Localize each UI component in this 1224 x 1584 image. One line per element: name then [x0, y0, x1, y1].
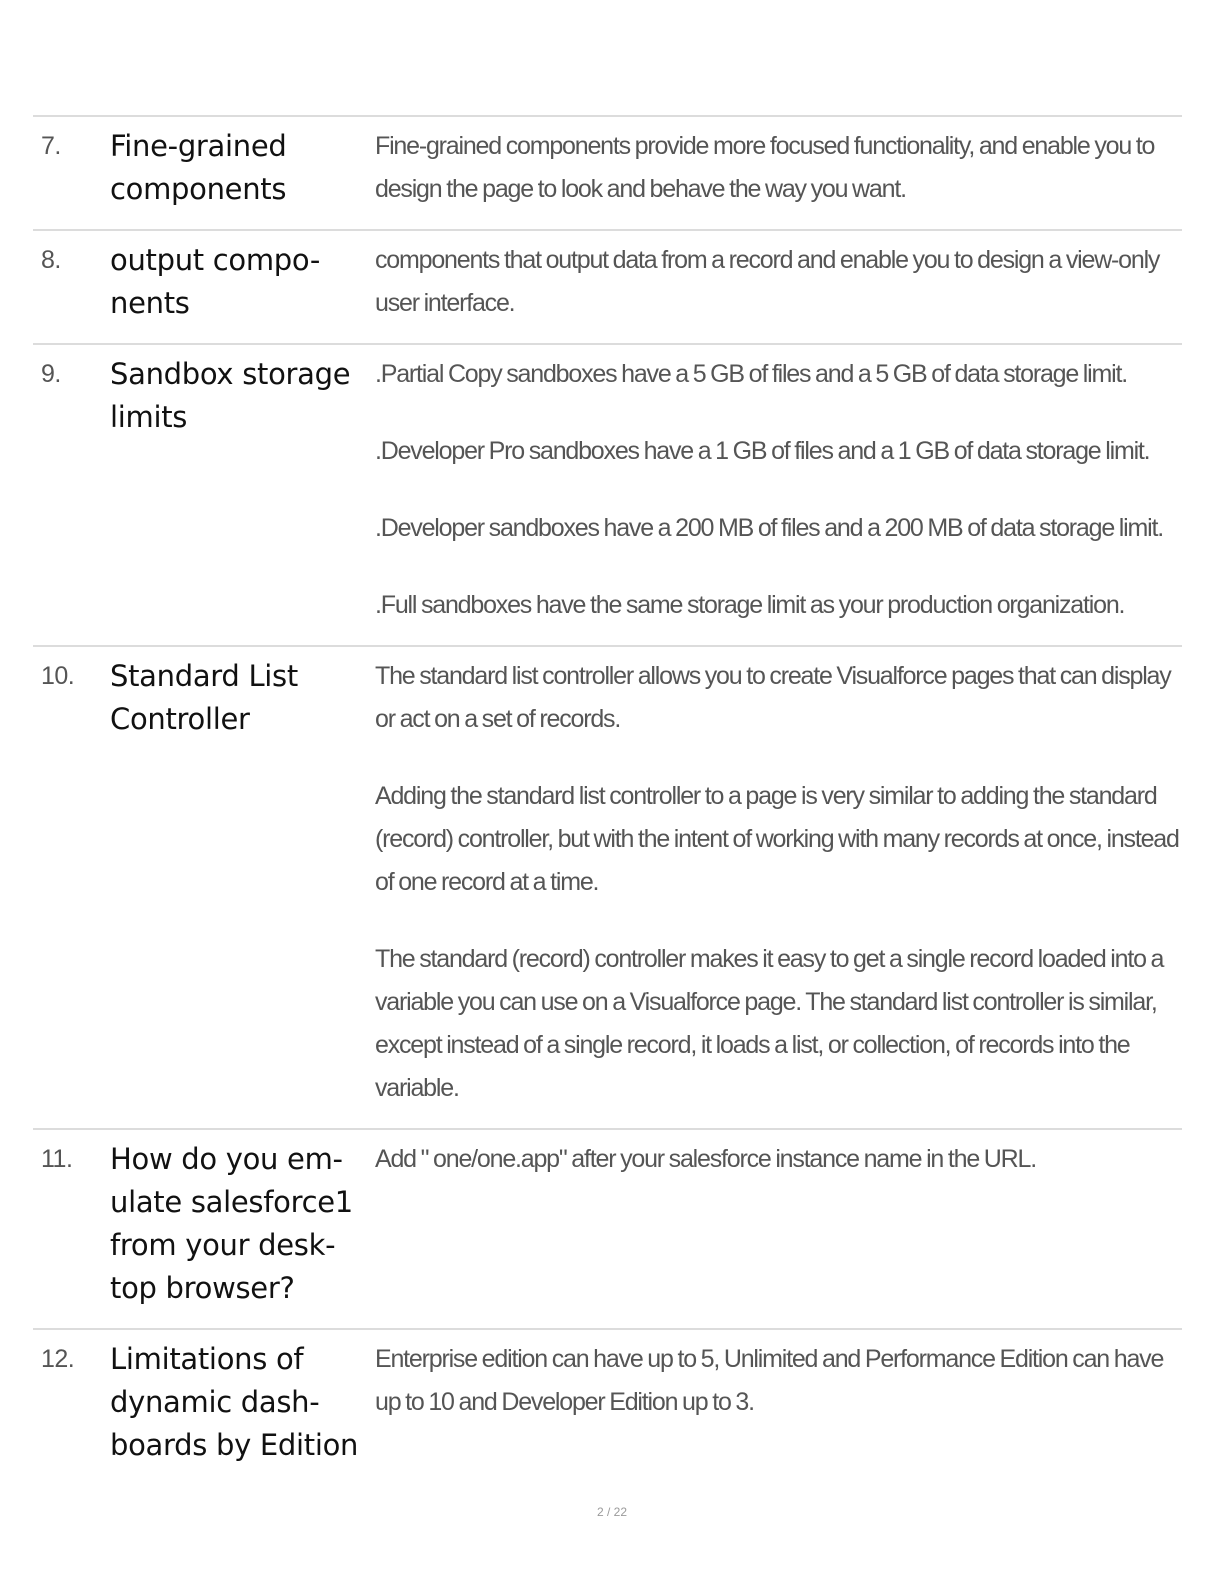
definition-paragraph: .Full sandboxes have the same storage limit as your production organization. [375, 591, 1125, 619]
definition [375, 1138, 1182, 1310]
row-number: 10. [41, 662, 75, 690]
term-text: Fine-grained components [110, 129, 287, 206]
row-number: 11. [41, 1145, 73, 1173]
table-row [33, 645, 1182, 1128]
row-number: 7. [41, 132, 61, 160]
row-number: 12. [41, 1345, 75, 1373]
term-text: output compo-nents [110, 243, 321, 320]
table-row [33, 1128, 1182, 1328]
definition [375, 655, 1182, 1110]
term-text: How do you em-ulate salesforce1 from your desk-top browser? [110, 1142, 353, 1305]
definition-paragraph: Fine-grained components provide more focused functionality, and enable you to design the page to look and behave the way you want. [375, 132, 1155, 203]
definition-paragraph: Add " one/one.app" after your salesforce instance name in the URL. [375, 1145, 1036, 1173]
table-row [33, 1328, 1182, 1485]
definition [375, 353, 1182, 627]
page-indicator: 2 / 22 [596, 1505, 628, 1519]
table-row [33, 343, 1182, 645]
row-number: 9. [41, 360, 61, 388]
definition-paragraph: .Partial Copy sandboxes have a 5 GB of files and a 5 GB of data storage limit. [375, 360, 1127, 388]
row-number: 8. [41, 246, 61, 274]
definition [375, 125, 1182, 211]
definition-paragraph: components that output data from a record and enable you to design a view-only user interface. [375, 246, 1160, 317]
table-row [33, 229, 1182, 343]
definition-paragraph: Enterprise edition can have up to 5, Unlimited and Performance Edition can have up to 10 and Developer Edition up to 3. [375, 1345, 1164, 1416]
table-row [33, 115, 1182, 229]
definition-paragraph: .Developer sandboxes have a 200 MB of files and a 200 MB of data storage limit. [375, 514, 1163, 542]
definition-paragraph: Adding the standard list controller to a page is very similar to adding the standard (record) controller, but with the intent of working with many records at once, instead of one record at a time. [375, 782, 1179, 896]
definition [375, 239, 1182, 325]
term-text: Sandbox storage limits [110, 357, 351, 434]
definition-paragraph: The standard list controller allows you to create Visualforce pages that can display or act on a set of records. [375, 662, 1171, 733]
term-text: Standard List Controller [110, 659, 298, 736]
definition-paragraph: The standard (record) controller makes it easy to get a single record loaded into a variable you can use on a Visualforce page. The standard list controller is similar, except instead of a single record, it loads a list, or collection, of records into the variable. [375, 945, 1164, 1102]
definition [375, 1338, 1182, 1467]
term-text: Limitations of dynamic dash-boards by Edition [110, 1342, 359, 1462]
definition-paragraph: .Developer Pro sandboxes have a 1 GB of files and a 1 GB of data storage limit. [375, 437, 1150, 465]
flashcard-table [33, 115, 1182, 1485]
